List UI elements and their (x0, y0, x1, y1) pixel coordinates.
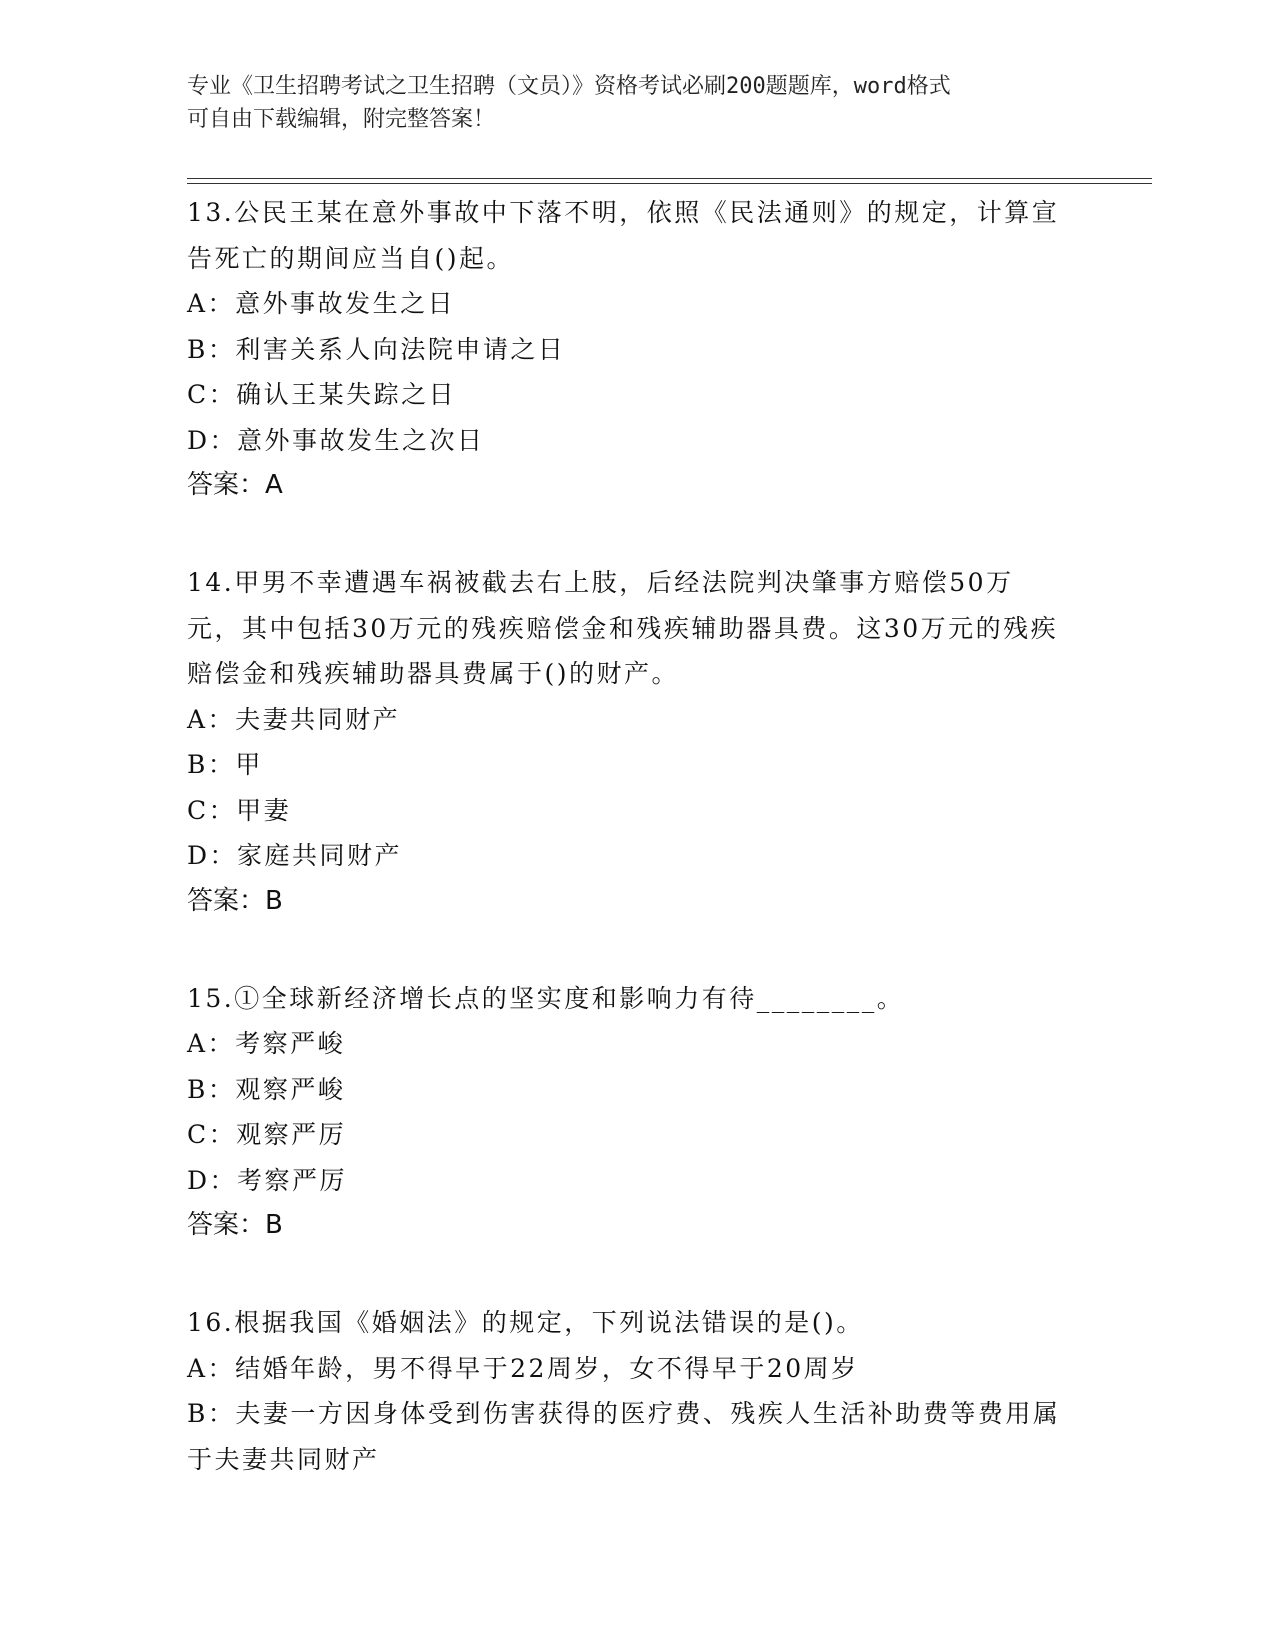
option-text: 夫妻共同财产 (235, 704, 401, 734)
option-text: 观察严厉 (236, 1120, 347, 1149)
question-15 (187, 976, 1067, 1249)
option-letter: A： (187, 1029, 236, 1058)
answer-value: A (265, 470, 283, 500)
option-text: 夫妻一方因身体受到伤害获得的医疗费、残疾人生活补助费等费用属于夫妻共同财产 (187, 1399, 1061, 1474)
option-c (187, 788, 1067, 834)
question-13 (187, 190, 1067, 508)
document-header (187, 70, 1067, 136)
option-d (187, 833, 1067, 879)
option-letter: C： (187, 795, 237, 825)
option-text: 家庭共同财产 (237, 841, 403, 870)
question-stem: 16.根据我国《婚姻法》的规定，下列说法错误的是()。 (187, 1308, 864, 1337)
option-text: 甲妻 (236, 795, 292, 825)
question-14 (187, 560, 1067, 924)
header-line-1: 专业《卫生招聘考试之卫生招聘（文员）》资格考试必刷200题题库，word格式 (187, 74, 951, 99)
option-letter: D： (187, 841, 238, 870)
option-text: 意外事故发生之日 (235, 289, 456, 318)
option-d (187, 418, 1067, 464)
question-stem: 15.①全球新经济增长点的坚实度和影响力有待________。 (187, 983, 905, 1013)
option-d (187, 1158, 1067, 1204)
option-c (187, 372, 1067, 418)
question-stem: 14.甲男不幸遭遇车祸被截去右上肢，后经法院判决肇事方赔偿50万元，其中包括30万元的残疾赔偿金和残疾辅助器具费。这30万元的残疾赔偿金和残疾辅助器具费属于()的财产。 (187, 568, 1059, 688)
option-letter: A： (187, 704, 236, 734)
option-a (187, 697, 1067, 743)
option-letter: A： (187, 289, 236, 318)
answer-value: B (265, 885, 283, 916)
option-text: 结婚年龄，男不得早于22周岁，女不得早于20周岁 (235, 1353, 859, 1383)
option-text: 考察严峻 (235, 1029, 346, 1058)
question-stem: 13.公民王某在意外事故中下落不明，依照《民法通则》的规定，计算宣告死亡的期间应当自()起。 (187, 198, 1060, 273)
question-16 (187, 1300, 1067, 1482)
option-c (187, 1112, 1067, 1158)
option-letter: B： (187, 1074, 236, 1104)
option-letter: B： (187, 750, 236, 779)
option-letter: B： (187, 334, 236, 364)
option-b (187, 1391, 1067, 1482)
question-list (187, 190, 1067, 1534)
header-divider-thick (187, 183, 1152, 184)
answer-line (187, 463, 1067, 508)
option-a (187, 281, 1067, 327)
option-text: 甲 (235, 750, 263, 779)
option-text: 意外事故发生之次日 (237, 425, 485, 455)
option-letter: D： (187, 1165, 238, 1195)
header-divider-thin (187, 178, 1152, 179)
header-line-2: 可自由下载编辑，附完整答案！ (187, 107, 496, 132)
answer-label: 答案： (187, 885, 266, 916)
option-letter: D： (187, 425, 238, 455)
answer-label: 答案： (187, 470, 266, 500)
option-a (187, 1346, 1067, 1392)
option-b (187, 327, 1067, 373)
option-b (187, 1067, 1067, 1113)
option-letter: C： (187, 380, 237, 409)
option-letter: B： (187, 1399, 236, 1428)
option-a (187, 1021, 1067, 1067)
answer-line (187, 879, 1067, 924)
answer-line (187, 1203, 1067, 1248)
option-text: 利害关系人向法院申请之日 (235, 334, 566, 364)
answer-value: B (265, 1210, 283, 1240)
option-text: 确认王某失踪之日 (236, 380, 457, 409)
option-text: 观察严峻 (235, 1074, 346, 1104)
option-letter: C： (187, 1120, 237, 1149)
answer-label: 答案： (187, 1210, 266, 1240)
option-letter: A： (187, 1353, 236, 1383)
option-b (187, 742, 1067, 788)
option-text: 考察严厉 (237, 1165, 348, 1195)
